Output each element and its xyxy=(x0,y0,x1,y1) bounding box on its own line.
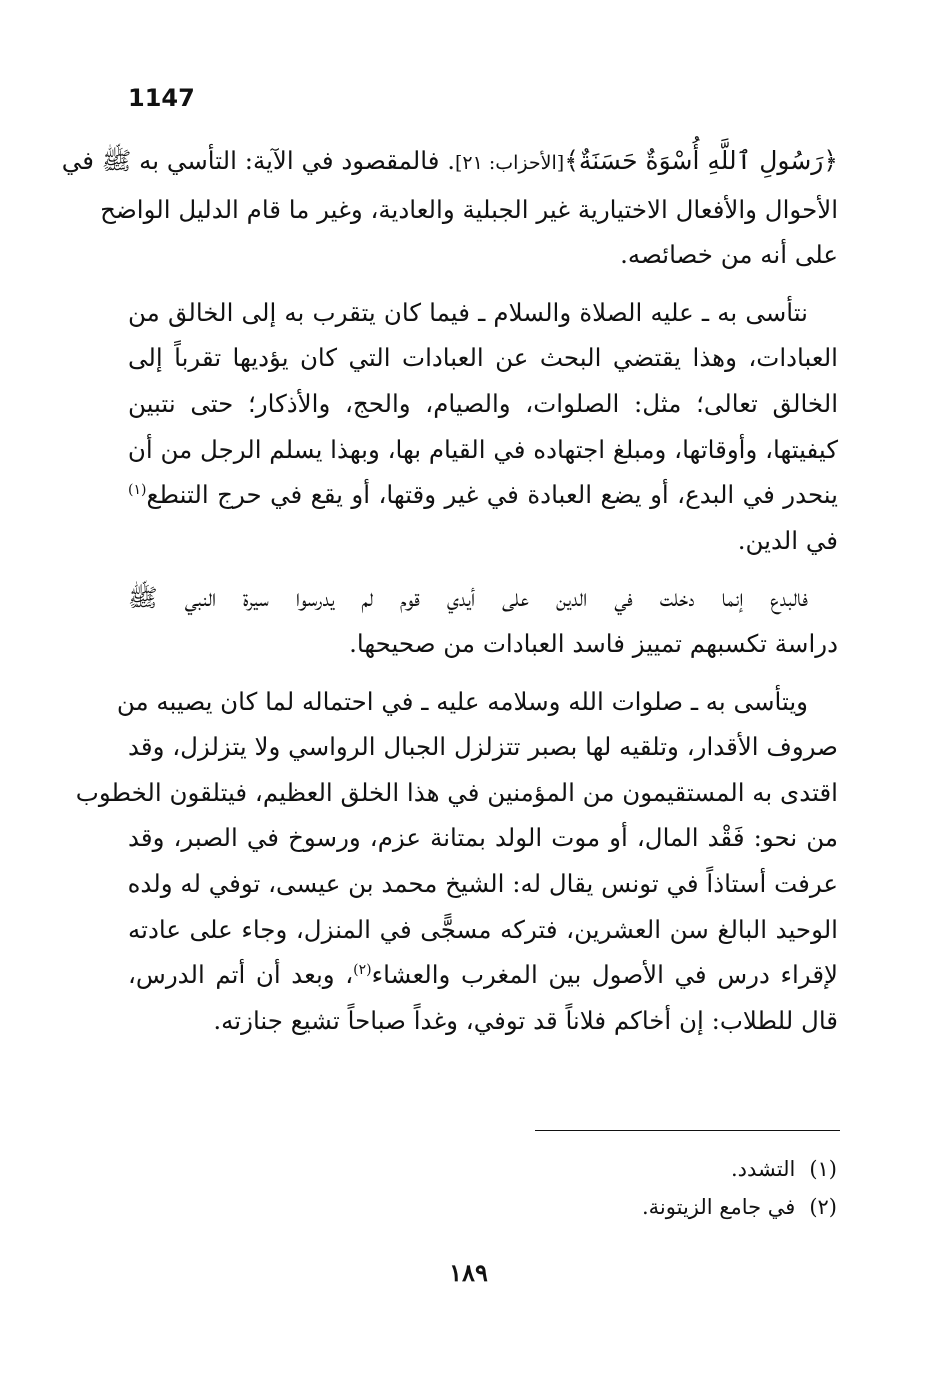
text-line xyxy=(61,138,838,187)
footnotes xyxy=(337,1150,837,1226)
text-line: قال للطلاب: إن أخاكم فلاناً قد توفي، وغداً صباحاً تشيع جنازته. xyxy=(213,1005,838,1035)
text-line: كيفيتها، وأوقاتها، ومبلغ اجتهاده في القيام بها، وبهذا يسلم الرجل من أن xyxy=(127,434,838,464)
text-line: من نحو: فَقْد المال، أو موت الولد بمتانة عزم، ورسوخ في الصبر، وقد xyxy=(128,823,838,853)
text-line: على أنه من خصائصه. xyxy=(620,240,838,270)
text-line: دراسة تكسبهم تمييز فاسد العبادات من صحيحها. xyxy=(349,628,838,658)
verse-reference: [الأحزاب: ٢١] xyxy=(454,152,565,174)
footnote-number: (٢) xyxy=(809,1195,837,1219)
text-line xyxy=(128,472,838,518)
text-segment: لإقراء درس في الأصول بين المغرب والعشاء xyxy=(371,960,838,990)
footnote-marker: (٢) xyxy=(353,961,372,978)
footnote-text: التشدد. xyxy=(730,1157,796,1181)
text-line: ويتأسى به ـ صلوات الله وسلامه عليه ـ في احتماله لما كان يصيبه من xyxy=(116,686,808,716)
paragraph-2 xyxy=(128,290,838,564)
text-line: الخالق تعالى؛ مثل: الصلوات، والصيام، والحج، والأذكار؛ حتى نتبين xyxy=(128,388,838,418)
text-line: العبادات، وهذا يقتضي البحث عن العبادات التي كان يؤديها تقرباً إلى xyxy=(128,343,838,373)
text-segment: ينحدر في البدع، أو يضع العبادة في غير وقتها، أو يقع في حرج التنطع xyxy=(146,480,838,510)
text-line xyxy=(128,952,838,998)
text-line: اقتدى به المستقيمون من المؤمنين في هذا الخلق العظيم، فيتلقون الخطوب xyxy=(75,777,838,807)
footnote-item xyxy=(337,1188,837,1226)
paragraph-4 xyxy=(75,679,838,1044)
footnote-marker: (١) xyxy=(128,482,147,498)
top-page-number: 1147 xyxy=(128,84,195,112)
footnote-divider xyxy=(535,1130,840,1131)
footnote-item xyxy=(337,1150,837,1188)
quran-verse: ﴿رَسُولِ ٱللَّهِ أُسْوَةٌ حَسَنَةٌ﴾ xyxy=(564,146,838,175)
text-line: صروف الأقدار، وتلقيه لها بصبر تتزلزل الجبال الرواسي ولا يتزلزل، وقد xyxy=(128,732,838,762)
text-line: عرفت أستاذاً في تونس يقال له: الشيخ محمد بن عيسى، توفي له ولده xyxy=(127,868,838,898)
text-line: فالبدع إنما دخلت في الدين على أيدي قوم لم يدرسوا سيرة النبي ﷺ xyxy=(128,583,808,613)
paragraph-1 xyxy=(61,138,838,278)
text-line: نتأسى به ـ عليه الصلاة والسلام ـ فيما كان يتقرب به إلى الخالق من xyxy=(128,297,808,327)
footnote-number: (١) xyxy=(809,1157,837,1181)
text-line: الوحيد البالغ سن العشرين، فتركه مسجًّى في المنزل، وجاء على عادته xyxy=(128,914,838,944)
text-segment: ، وبعد أن أتم الدرس، xyxy=(128,960,354,990)
page-number: ١٨٩ xyxy=(449,1258,488,1287)
text-line: في الدين. xyxy=(737,525,838,555)
text-segment: . فالمقصود في الآية: التأسي به ﷺ في xyxy=(61,146,455,175)
footnote-text: في جامع الزيتونة. xyxy=(641,1195,796,1219)
text-line: الأحوال والأفعال الاختيارية غير الجبلية والعادية، وغير ما قام الدليل الواضح xyxy=(100,194,838,224)
paragraph-3 xyxy=(128,575,838,666)
main-text xyxy=(61,138,838,1055)
